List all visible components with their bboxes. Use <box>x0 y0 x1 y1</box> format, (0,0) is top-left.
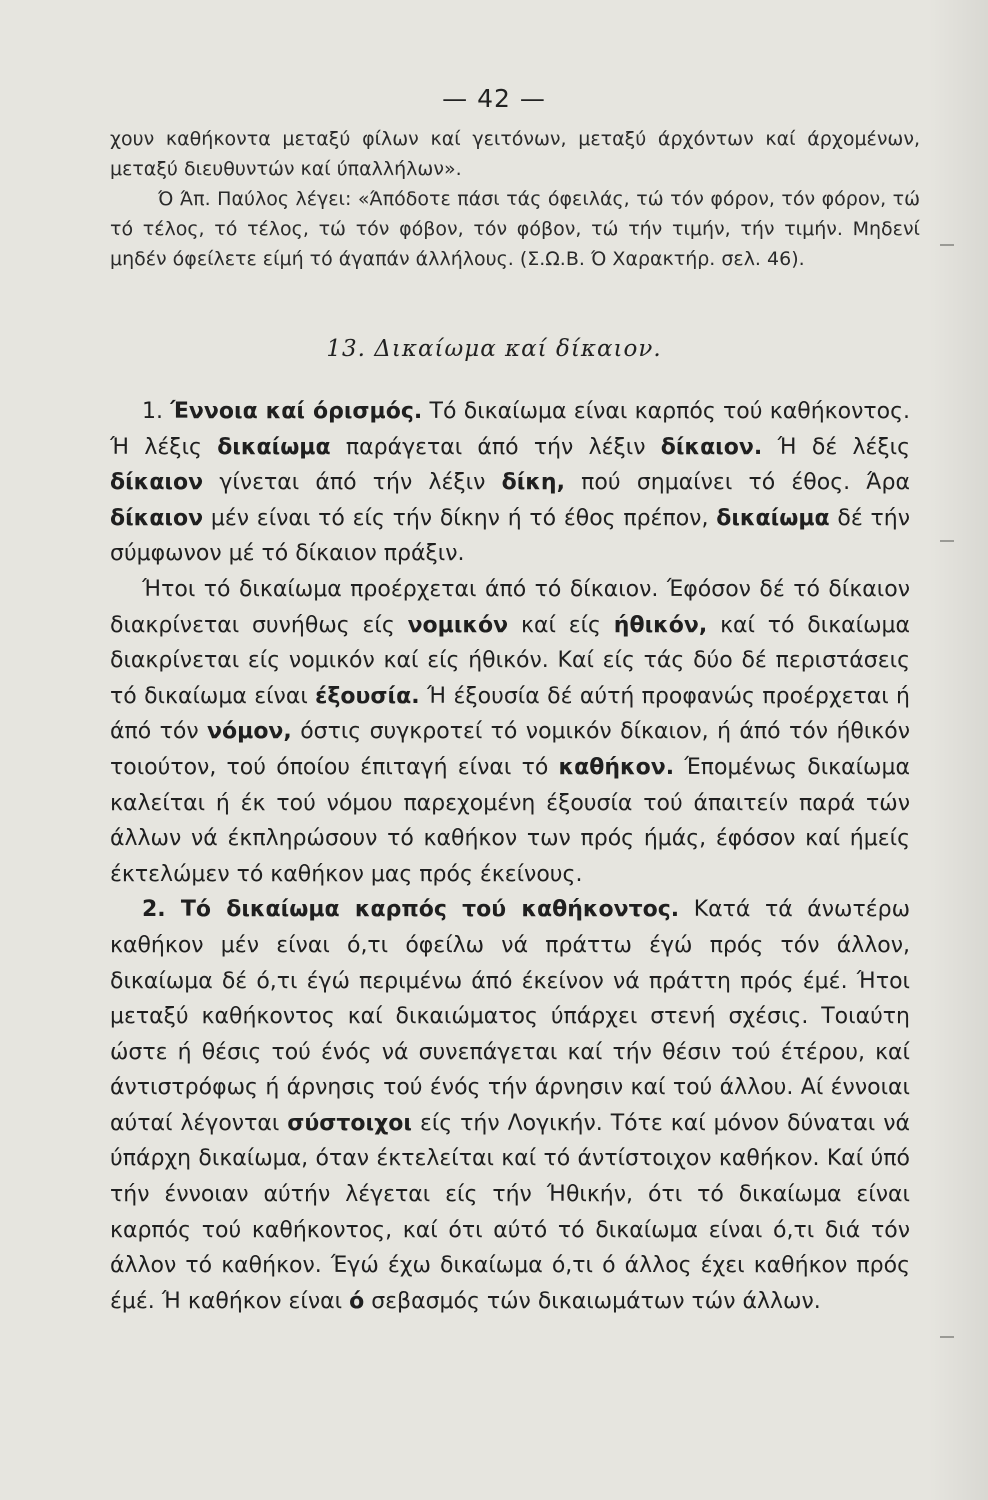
body-text-run: Ή έξουσία δέ αύτή προφανώς προέρχεται ή άπό τόν <box>110 683 910 745</box>
body-text-run: σεβασμός τών δικαιωμάτων τών άλλων. <box>371 1288 821 1314</box>
body-paragraph-definition <box>110 394 910 572</box>
bold-term: δίκαιον. <box>660 434 763 460</box>
body-text-run: γίνεται άπό τήν λέξιν <box>219 470 486 496</box>
bold-term: δίκη, <box>501 470 565 496</box>
paragraph-heading: 2. Τό δικαίωμα καρπός τού καθήκοντος. <box>142 897 680 923</box>
body-text-run: Έπομένως δικαίωμα καλείται ή έκ τού νόμου παρεχομένη έξουσία τού άπαιτείν παρά τών άλλων νά έκπληρώσουν τό καθήκον των πρός ήμάς, έφόσον καί ήμείς έκτελώμεν τό καθήκον μας πρός έκείνους. <box>110 754 910 887</box>
body-paragraph-authority <box>110 572 910 892</box>
body-text-run: Ήτοι τό δικαίωμα προέρχεται άπό τό δίκαιον. Έφόσον δέ τό δίκαιον διακρίνεται συνήθως είς <box>110 576 910 638</box>
bold-term: ό <box>349 1288 365 1314</box>
body-text-run: είς τήν Λογικήν. Τότε καί μόνον δύναται νά ύπάρχη δικαίωμα, όταν έκτελείται καί τό άντίστοιχον καθήκον. Καί ύπό τήν έννοιαν αύτήν λέγεται είς τήν Ήθικήν, ότι τό δικαίωμα είναι καρπός τού καθήκοντος, καί ότι αύτό τό δικαίωμα είναι ό,τι διά τόν άλλον τό καθήκον. Έγώ έχω δικαίωμα ό,τι ό άλλος έχει καθήκον πρός έμέ. Ή καθήκον είναι <box>110 1110 910 1314</box>
body-text-run: Τό δικαίωμα είναι καρπός τού καθήκοντος. Ή λέξις <box>110 399 910 460</box>
body-text-run: καί τό δικαίωμα διακρίνεται είς νομικόν καί είς ήθικόν. Καί είς τάς δύο δέ περιστάσεις τό δικαίωμα είναι <box>110 612 911 709</box>
body-text-run: μέν είναι τό είς τήν δίκην ή τό έθος πρέπον, <box>210 505 709 531</box>
bold-term: νόμον, <box>207 719 292 745</box>
body-text-run: καί είς <box>520 612 601 638</box>
paragraph-number: 1. <box>142 399 163 424</box>
bold-term: σύστοιχοι <box>287 1110 412 1136</box>
bold-term: ήθικόν, <box>613 612 708 638</box>
page-edge-shadow <box>928 0 988 1500</box>
body-text-run: πού σημαίνει τό έθος. Άρα <box>581 470 911 496</box>
page-number: — 42 — <box>442 84 546 113</box>
bold-term: δίκαιον <box>110 505 204 531</box>
quote-paragraph: χουν καθήκοντα μεταξύ φίλων καί γειτόνων, μεταξύ άρχόντων καί άρχομένων, μεταξύ διευθυντών καί ύπαλλήλων». <box>110 128 920 180</box>
margin-mark <box>940 1336 954 1338</box>
margin-marks <box>940 0 954 1500</box>
quote-paragraph: Ό Άπ. Παύλος λέγει: «Άπόδοτε πάσι τάς όφειλάς, τώ τόν φόρον, τόν φόρον, τώ τό τέλος, τό τέλος, τώ τόν φόβον, τόν φόβον, τώ τήν τιμήν, τήν τιμήν. Μηδενί μηδέν όφείλετε είμή τό άγαπάν άλλήλους. (Σ.Ω.Β. Ό Χαρακτήρ. σελ. 46). <box>110 188 920 270</box>
bold-term: νομικόν <box>407 612 509 638</box>
bold-term: δικαίωμα <box>716 505 830 531</box>
bold-term: έξουσία. <box>315 683 420 709</box>
bold-term: δικαίωμα <box>217 434 331 460</box>
bold-term: δίκαιον <box>110 470 204 496</box>
body-text-run: παράγεται άπό τήν λέξιν <box>345 434 646 460</box>
body-text-run: όστις συγκροτεί τό νομικόν δίκαιον, ή άπό τόν ήθικόν τοιούτον, τού όποίου έπιταγή είναι τό <box>110 719 911 780</box>
paragraph-heading: Έννοια καί όρισμός. <box>170 399 423 424</box>
body-paragraph-fruit-of-duty <box>110 892 910 1319</box>
section-title: 13. Δικαίωμα καί δίκαιον. <box>326 336 662 362</box>
margin-mark <box>940 540 954 542</box>
body-text-run: Ή δέ λέξις <box>777 434 910 460</box>
body-text-run: δέ τήν σύμφωνον μέ τό δίκαιον πράξιν. <box>110 505 910 567</box>
margin-mark <box>940 244 954 246</box>
body-text-run: Κατά τά άνωτέρω καθήκον μέν είναι ό,τι όφείλω νά πράττω έγώ πρός τόν άλλον, δικαίωμα δέ ό,τι έγώ περιμένω άπό έκείνον νά πράττη πρός έμέ. Ήτοι μεταξύ καθήκοντος καί δικαιώματος ύπάρχει στενή σχέσις. Τοιαύτη ώστε ή θέσις τού ένός νά συνεπάγεται καί τήν θέσιν τού έτέρου, καί άντιστρόφως ή άρνησις τού ένός τήν άρνησιν καί τού άλλου. Αί έννοιαι αύταί λέγονται <box>110 897 910 1136</box>
bold-term: καθήκον. <box>558 754 675 780</box>
quote-block <box>110 124 920 274</box>
body-text <box>110 394 910 1319</box>
